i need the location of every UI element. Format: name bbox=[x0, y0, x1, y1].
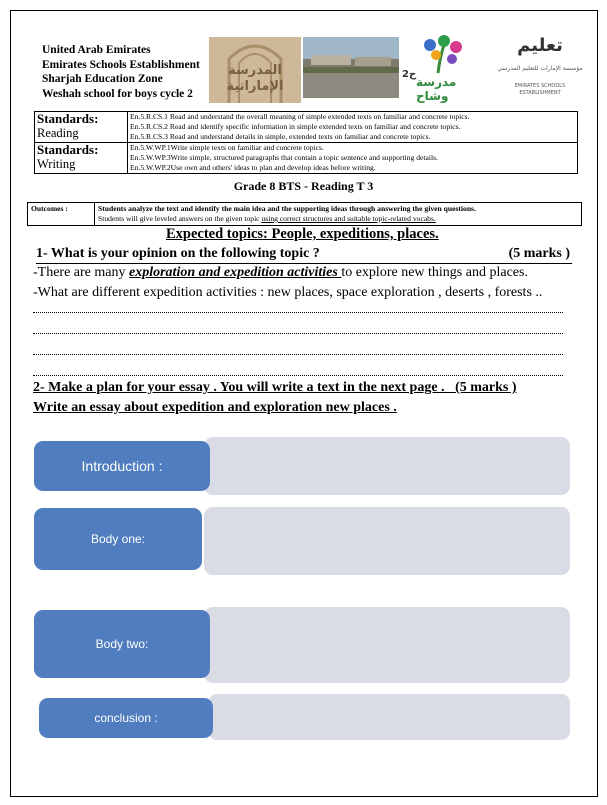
question-1-heading bbox=[36, 246, 572, 264]
weshah-school-logo bbox=[400, 35, 488, 101]
header-line: United Arab Emirates bbox=[42, 44, 151, 56]
standards-reading-items bbox=[128, 112, 578, 143]
body-two-label: Body two: bbox=[34, 610, 210, 678]
question-2-marks: (5 marks ) bbox=[455, 380, 517, 395]
q1-line1-post: to explore new things and places. bbox=[341, 265, 528, 280]
standards-sub: Writing bbox=[37, 157, 76, 171]
expected-topics: Expected topics: People, expeditions, places. bbox=[166, 226, 439, 242]
question-1-marks: (5 marks ) bbox=[508, 246, 570, 261]
standards-reading-label bbox=[35, 112, 128, 143]
question-1-title: 1- What is your opinion on the following topic ? bbox=[36, 246, 320, 261]
question-2-instruction: Write an essay about expedition and exploration new places . bbox=[33, 400, 397, 415]
standards-table bbox=[34, 111, 578, 174]
intro-answer-box[interactable] bbox=[204, 437, 570, 495]
answer-lines bbox=[33, 306, 563, 376]
school-header bbox=[42, 43, 200, 101]
ese-logo-sub-en: EMIRATES SCHOOLS ESTABLISHMENT bbox=[514, 83, 566, 96]
standards-writing-label bbox=[35, 143, 128, 174]
outcome-line bbox=[98, 214, 578, 224]
header-line: Emirates Schools Establishment bbox=[42, 58, 200, 71]
question-2-title: 2- Make a plan for your essay . You will write a text in the next page . bbox=[33, 380, 445, 395]
standard-item: En.5.R.CS.1 Read and understand the overall meaning of simple extended texts on familiar and concrete topics. bbox=[130, 112, 470, 121]
answer-line[interactable] bbox=[33, 327, 563, 334]
question-1-line-2: -What are different expedition activities : new places, space exploration , deserts , forests .. bbox=[33, 285, 543, 300]
outcomes-table bbox=[27, 202, 582, 226]
header-line: Sharjah Education Zone bbox=[42, 73, 163, 85]
intro-label: Introduction : bbox=[34, 441, 210, 491]
standard-item: En.5.W.WP.3Write simple, structured paragraphs that contain a topic sentence and supporting details. bbox=[130, 153, 438, 162]
emirati-school-logo-text: المدرسة الإماراتية bbox=[226, 63, 284, 94]
q1-line1-emphasis: exploration and expedition activities bbox=[129, 265, 342, 280]
weshah-logo-text: مدرسة وشاح bbox=[416, 75, 457, 103]
outcome-line: Students analyze the text and identify the main idea and the supporting ideas through answering the given questions. bbox=[98, 204, 476, 213]
emirati-school-logo bbox=[209, 37, 301, 103]
weshah-badge: 2ح bbox=[402, 69, 417, 80]
standards-writing-row bbox=[35, 143, 578, 174]
answer-line[interactable] bbox=[33, 306, 563, 313]
standard-item: En.5.W.WP.2Use own and others' ideas to plan and develop ideas before writing. bbox=[130, 163, 376, 172]
standards-label: Standards: bbox=[37, 142, 99, 157]
ese-logo-arabic: تعليم bbox=[517, 35, 563, 56]
header-line: Weshah school for boys cycle 2 bbox=[42, 87, 193, 100]
question-2-heading bbox=[33, 380, 517, 396]
outcomes-label: Outcomes : bbox=[28, 203, 95, 226]
body-one-answer-box[interactable] bbox=[204, 507, 570, 575]
question-1-line-1 bbox=[33, 265, 528, 281]
conclusion-label: conclusion : bbox=[39, 698, 213, 738]
outcome-line-underlined: using correct structures and suitable topic-related vocabs. bbox=[261, 214, 436, 223]
body-two-answer-box[interactable] bbox=[204, 607, 570, 683]
body-one-label: Body one: bbox=[34, 508, 202, 570]
standards-label: Standards: bbox=[37, 111, 99, 126]
conclusion-answer-box[interactable] bbox=[208, 694, 570, 740]
ese-logo-sub-ar: مؤسسة الإمارات للتعليم المدرسي bbox=[497, 65, 583, 72]
ese-logo bbox=[496, 31, 584, 103]
school-building-image bbox=[303, 37, 399, 98]
standards-reading-row bbox=[35, 112, 578, 143]
standard-item: En.5.W.WP.1Write simple texts on familiar and concrete topics. bbox=[130, 143, 324, 152]
grade-title: Grade 8 BTS - Reading T 3 bbox=[233, 179, 374, 193]
standards-sub: Reading bbox=[37, 126, 79, 140]
answer-line[interactable] bbox=[33, 348, 563, 355]
q1-line1-pre: -There are many bbox=[33, 265, 129, 280]
outcomes-text bbox=[95, 203, 582, 226]
standard-item: En.5.R.CS.2 Read and identify specific information in simple extended texts on familiar and concrete topics. bbox=[130, 122, 461, 131]
answer-line[interactable] bbox=[33, 369, 563, 376]
school-photo bbox=[303, 37, 399, 98]
standard-item: En.5.R.CS.3 Read and understand details in simple, extended texts on familiar and concrete topics. bbox=[130, 132, 431, 141]
outcome-line-text: Students will give leveled answers on the given topic bbox=[98, 214, 262, 223]
standards-writing-items bbox=[128, 143, 578, 174]
